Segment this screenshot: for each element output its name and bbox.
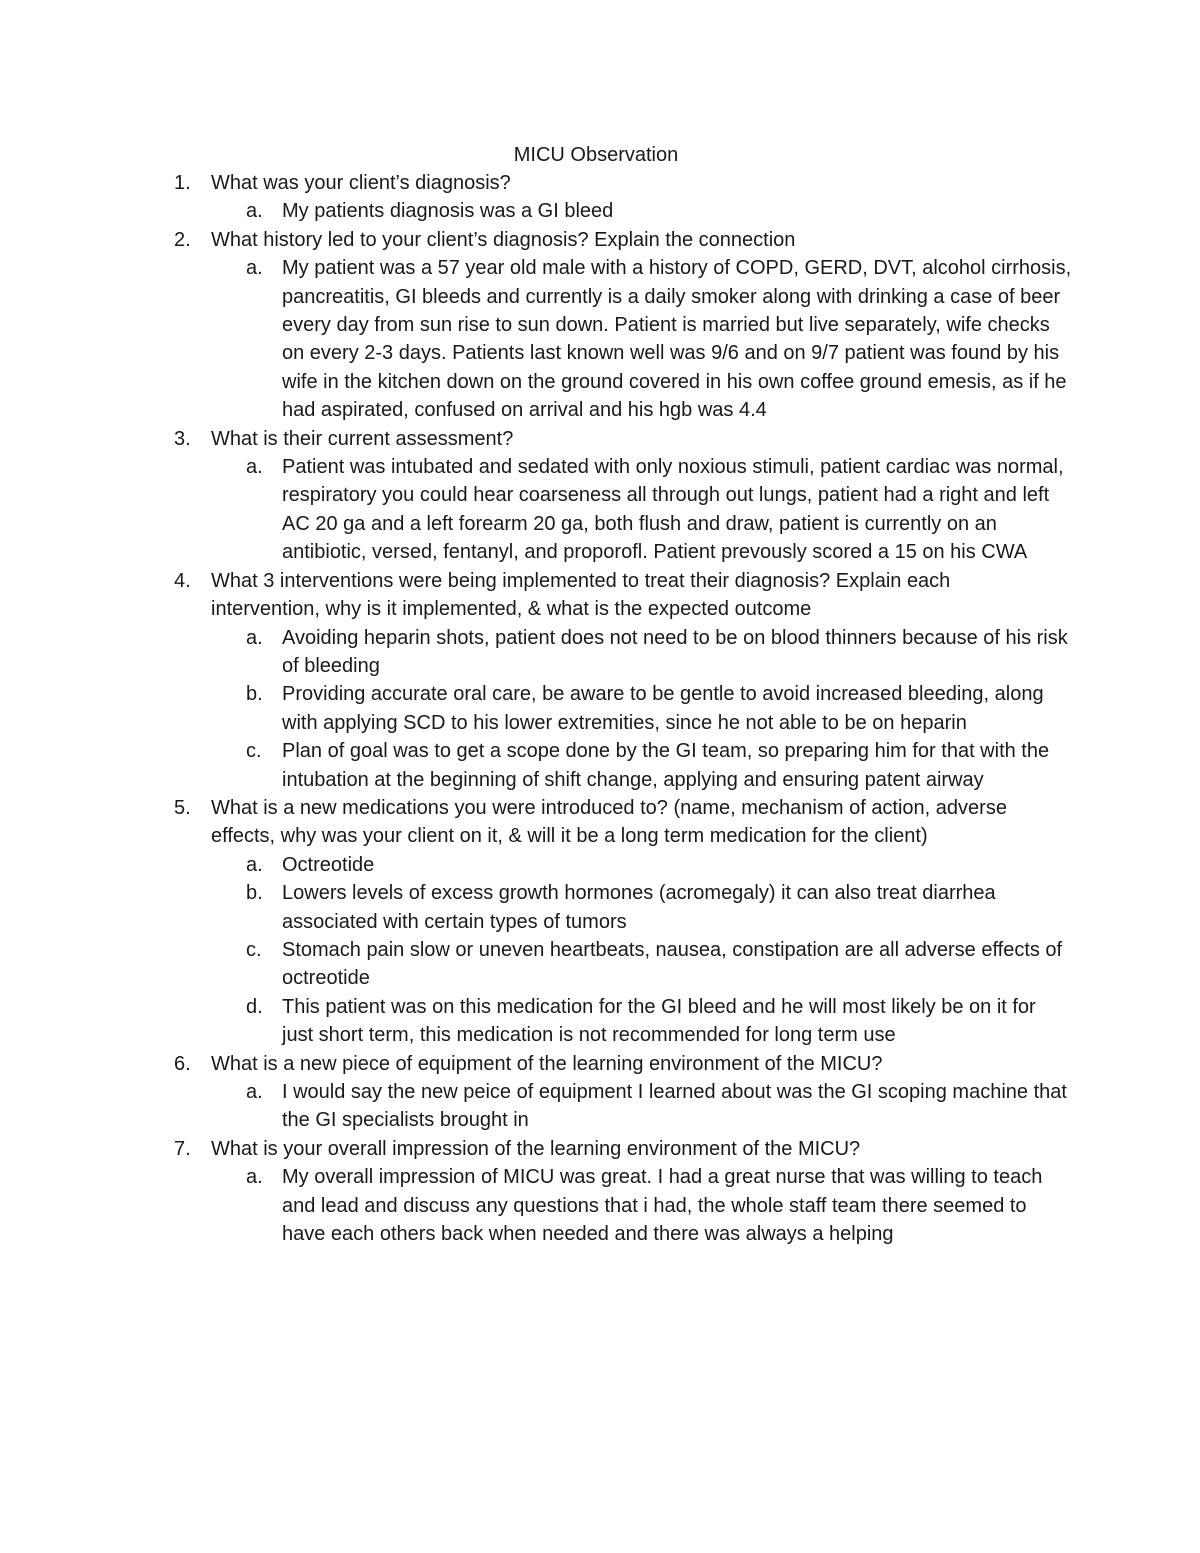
question-number: 2.	[174, 228, 191, 251]
answer-text: Providing accurate oral care, be aware to be gentle to avoid increased bleeding, along with applying SCD to his lower extremities, since he not able to be on heparin	[282, 683, 1044, 734]
answer-list	[211, 851, 1061, 1050]
answer-text: Stomach pain slow or uneven heartbeats, nausea, constipation are all adverse effects of octreotide	[282, 938, 1063, 990]
answer-letter: c.	[246, 740, 262, 763]
answer-letter: c.	[246, 938, 262, 961]
question-text: What is a new piece of equipment of the learning environment of the MICU?	[211, 1052, 883, 1075]
question-item	[0, 226, 1072, 425]
answer-text: I would say the new peice of equipment I learned about was the GI scoping machine that the GI specialists brought in	[282, 1081, 1067, 1132]
question-number: 7.	[174, 1137, 191, 1160]
answer-item	[211, 879, 1072, 936]
answer-letter: a.	[246, 456, 263, 479]
answer-list	[211, 624, 1068, 794]
answer-letter: a.	[246, 853, 263, 876]
answer-text: Plan of goal was to get a scope done by the GI team, so preparing him for that with the intubation at the beginning of shift change, applying and ensuring patent airway	[282, 740, 1050, 791]
answer-item	[211, 197, 1072, 225]
answer-letter: d.	[246, 995, 263, 1018]
answer-item	[211, 1163, 1072, 1248]
answer-letter: a.	[246, 200, 263, 223]
question-item	[0, 1135, 1061, 1249]
question-text: What 3 interventions were being implemented to treat their diagnosis? Explain each intervention, why is it implemented, & what is the expected outcome	[211, 569, 951, 621]
answer-letter: b.	[246, 683, 263, 706]
question-number: 5.	[174, 796, 191, 819]
answer-letter: a.	[246, 626, 263, 649]
answer-item	[211, 680, 1072, 737]
question-number: 4.	[174, 569, 191, 592]
answer-item	[211, 737, 1072, 794]
answer-letter: b.	[246, 882, 263, 905]
question-item	[0, 794, 1061, 1050]
answer-list	[211, 453, 1064, 567]
question-text: What is their current assessment?	[211, 427, 514, 450]
question-list	[0, 169, 1200, 1248]
document-title: MICU Observation	[513, 144, 679, 166]
question-item	[0, 1050, 1067, 1135]
answer-text: My overall impression of MICU was great. I had a great nurse that was willing to teach and lead and discuss any questions that i had, the whole staff team there seemed to have each others back when needed and there was always a helping	[282, 1166, 1043, 1246]
question-number: 3.	[174, 427, 191, 450]
answer-text: Patient was intubated and sedated with only noxious stimuli, patient cardiac was normal, respiratory you could hear coarseness all through out lungs, patient had a right and left AC 20 ga and a left forearm 20 ga, both flush and draw, patient is currently on an antibiotic, versed, fentanyl, and proporofl. Patient prevously scored a 15 on his CWA	[282, 456, 1064, 564]
answer-item	[211, 993, 1072, 1050]
question-item	[0, 567, 1068, 794]
question-text: What history led to your client’s diagnosis? Explain the connection	[211, 228, 796, 251]
question-item	[0, 169, 1061, 226]
answer-text: Octreotide	[282, 853, 375, 876]
answer-item	[211, 624, 1072, 681]
answer-list	[211, 1163, 1061, 1248]
answer-letter: a.	[246, 257, 263, 280]
answer-letter: a.	[246, 1081, 263, 1103]
answer-item	[211, 254, 1072, 424]
answer-text: Lowers levels of excess growth hormones (acromegaly) it can also treat diarrhea associated with certain types of tumors	[282, 882, 996, 933]
answer-item	[211, 851, 1072, 879]
answer-list	[211, 197, 1061, 225]
answer-text: Avoiding heparin shots, patient does not need to be on blood thinners because of his risk of bleeding	[282, 626, 1068, 677]
question-item	[0, 425, 1064, 567]
answer-list	[211, 254, 1072, 424]
answer-text: This patient was on this medication for the GI bleed and he will most likely be on it for just short term, this medication is not recommended for long term use	[282, 995, 1036, 1047]
answer-text: My patient was a 57 year old male with a history of COPD, GERD, DVT, alcohol cirrhosis, pancreatitis, GI bleeds and currently is a daily smoker along with drinking a case of beer every day from sun rise to sun down. Patient is married but live separately, wife checks on every 2-3 days. Patients last known well was 9/6 and on 9/7 patient was found by his wife in the kitchen down on the ground covered in his own coffee ground emesis, as if he had aspirated, confused on arrival and his hgb was 4.4	[282, 257, 1072, 422]
answer-text: My patients diagnosis was a GI bleed	[282, 200, 614, 223]
question-number: 1.	[174, 172, 191, 194]
question-number: 6.	[174, 1052, 191, 1075]
answer-item	[211, 936, 1072, 993]
question-text: What is a new medications you were introduced to? (name, mechanism of action, adverse effects, why was your client on it, & will it be a long term medication for the client)	[211, 796, 1007, 848]
answer-item	[211, 453, 1072, 567]
question-text: What is your overall impression of the learning environment of the MICU?	[211, 1137, 861, 1160]
answer-list	[211, 1078, 1067, 1135]
answer-letter: a.	[246, 1166, 263, 1189]
question-text: What was your client’s diagnosis?	[211, 172, 511, 194]
answer-item	[211, 1078, 1072, 1135]
